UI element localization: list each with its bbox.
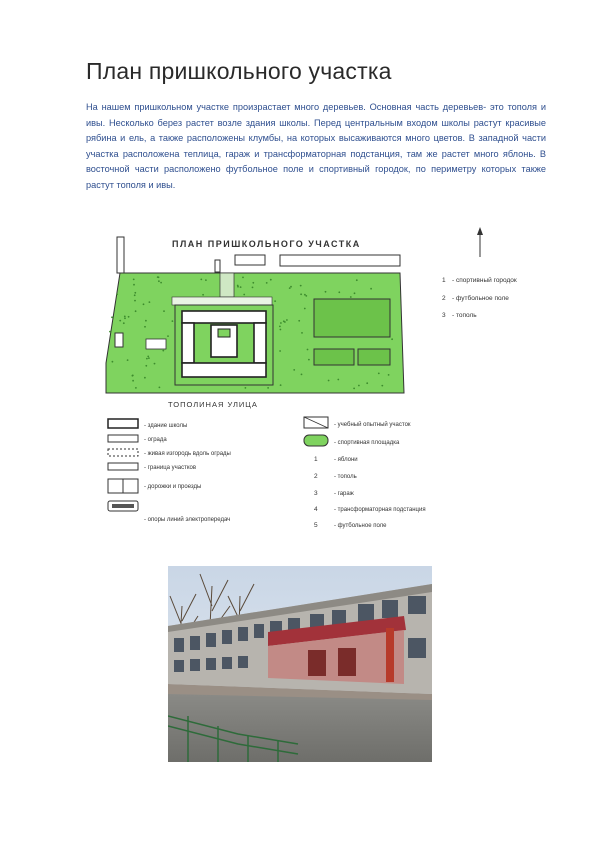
tree-mark	[370, 288, 372, 290]
legend-left-1: - здание школы	[144, 423, 188, 429]
tree-mark	[289, 287, 291, 289]
school-core-bar	[218, 329, 230, 337]
legend-symbol-hedge	[108, 449, 138, 456]
tree-mark	[353, 388, 355, 390]
tree-mark	[128, 316, 130, 318]
tree-mark	[144, 326, 146, 328]
tree-mark	[286, 319, 288, 321]
tree-mark	[132, 375, 134, 377]
legend-symbol-sportground	[304, 435, 328, 446]
tree-mark	[283, 320, 285, 322]
school-wing-right	[254, 323, 266, 363]
legend-left	[108, 419, 231, 523]
legend-left-2: - ограда	[144, 437, 167, 443]
legend-right-1: - учебный опытный участок	[334, 422, 411, 428]
tree-mark	[381, 385, 383, 387]
legend-left-3: - живая изгородь вдоль ограды	[144, 451, 231, 457]
tree-mark	[358, 385, 360, 387]
tree-mark	[274, 300, 276, 302]
tree-mark	[388, 374, 390, 376]
legend-right-7: - футбольное поле	[334, 523, 387, 529]
legend-symbol-building	[108, 419, 138, 428]
tree-mark	[111, 316, 113, 318]
tree-mark	[328, 380, 330, 382]
driveway	[220, 273, 234, 297]
tree-mark	[146, 358, 148, 360]
tree-mark	[163, 310, 165, 312]
tree-mark	[308, 359, 310, 361]
tree-mark	[167, 335, 169, 337]
legend-right-code-5: 3	[314, 490, 318, 497]
legend-right-5: - гараж	[334, 491, 354, 497]
legend-right-code-3: 1	[314, 456, 318, 463]
tree-mark	[149, 301, 151, 303]
tree-mark	[133, 279, 135, 281]
tree-mark	[378, 373, 380, 375]
tree-mark	[116, 293, 118, 295]
tree-mark	[154, 363, 156, 365]
legend-left-4: - граница участков	[144, 465, 197, 471]
tree-mark	[279, 350, 281, 352]
page-title: План пришкольного участка	[86, 58, 392, 84]
legend-right-code-6: 4	[314, 506, 318, 513]
school-photo	[168, 566, 432, 762]
tree-mark	[172, 320, 174, 322]
legend-left-6: - опоры линий электропередач	[144, 517, 231, 523]
tree-mark	[304, 308, 306, 310]
tree-mark	[160, 282, 162, 284]
tree-mark	[243, 294, 245, 296]
tree-mark	[338, 291, 340, 293]
gate-post-right	[235, 255, 265, 265]
tree-mark	[301, 374, 303, 376]
key-code-3: 3	[442, 312, 446, 319]
north-arrow-icon	[477, 227, 483, 257]
tree-mark	[252, 287, 254, 289]
legend-right-code-7: 5	[314, 522, 318, 529]
road	[168, 694, 432, 762]
tree-mark	[134, 292, 136, 294]
tree-mark	[293, 369, 295, 371]
tree-mark	[145, 320, 147, 322]
intro-paragraph: На нашем пришкольном участке произрастает много деревьев. Основная часть деревьев- это тополя и ивы. Несколько берез растет возле здания школы. Перед центральным входом школы растут красивые рябина и ель, а также расположены клумбы, на которых высаживаются много цветов. В западной части участка расположена теплица, гараж и трансформаторная подстанция, там же растет много яблонь. В восточной части расположено футбольное поле и спортивный городок, по периметру которых также растут тополя и ивы.	[86, 102, 546, 190]
tree-mark	[134, 300, 136, 302]
legend-symbol-border	[108, 463, 138, 470]
tree-mark	[200, 279, 202, 281]
tree-mark	[267, 387, 269, 389]
school-wing-top	[182, 311, 266, 323]
tree-mark	[124, 316, 126, 318]
tree-mark	[350, 296, 352, 298]
football-field	[314, 299, 390, 337]
tree-mark	[266, 282, 268, 284]
tree-mark	[135, 387, 137, 389]
tree-mark	[304, 294, 306, 296]
tree-mark	[144, 377, 146, 379]
school-site-plan	[100, 225, 540, 535]
tree-mark	[135, 310, 137, 312]
transformer-substation	[146, 339, 166, 349]
tree-mark	[280, 322, 282, 324]
tree-mark	[325, 291, 327, 293]
legend-right-4: - тополь	[334, 474, 357, 480]
legend-left-5: - дорожки и проезды	[144, 484, 202, 490]
tree-mark	[123, 322, 125, 324]
street-label: ТОПОЛИНАЯ УЛИЦА	[168, 400, 258, 409]
tree-mark	[133, 284, 135, 286]
tree-mark	[366, 382, 368, 384]
tree-mark	[280, 329, 282, 331]
tree-mark	[391, 338, 393, 340]
tree-mark	[305, 295, 307, 297]
tree-mark	[290, 286, 292, 288]
tree-mark	[202, 294, 204, 296]
legend-right-3: - яблони	[334, 457, 358, 463]
gate-mid-post	[215, 260, 220, 272]
key-label-1: - спортивный городок	[452, 277, 517, 284]
tree-mark	[252, 282, 254, 284]
tree-mark	[143, 303, 145, 305]
tree-mark	[280, 384, 282, 386]
tree-mark	[205, 279, 207, 281]
tree-mark	[112, 361, 114, 363]
tree-mark	[245, 387, 247, 389]
tree-mark	[242, 277, 244, 279]
tree-mark	[300, 293, 302, 295]
sports-ground-2	[358, 349, 390, 365]
tree-mark	[337, 379, 339, 381]
tree-mark	[300, 285, 302, 287]
legend-right-code-4: 2	[314, 473, 318, 480]
tree-mark	[279, 326, 281, 328]
tree-mark	[148, 357, 150, 359]
gate-post-left	[117, 237, 124, 273]
tree-mark	[240, 286, 242, 288]
tree-mark	[356, 279, 358, 281]
plan-key	[442, 276, 517, 319]
key-code-2: 2	[442, 295, 446, 302]
greenhouse	[115, 333, 123, 347]
legend-right	[304, 417, 426, 529]
key-label-3: - тополь	[452, 312, 477, 319]
tree-mark	[119, 320, 121, 322]
driveway-horizontal	[172, 297, 272, 305]
tree-mark	[158, 276, 160, 278]
tree-mark	[301, 332, 303, 334]
key-code-1: 1	[442, 277, 446, 284]
garage-top	[280, 255, 400, 266]
key-label-2: - футбольное поле	[452, 295, 509, 302]
tree-mark	[124, 317, 126, 319]
school-wing-left	[182, 323, 194, 363]
tree-mark	[158, 280, 160, 282]
legend-right-6: - трансформаторная подстанция	[334, 507, 426, 513]
tree-mark	[270, 279, 272, 281]
tree-mark	[147, 356, 149, 358]
legend-right-2: - спортивная площадка	[334, 440, 400, 446]
tree-mark	[109, 331, 111, 333]
tree-mark	[298, 320, 300, 322]
plan-heading: ПЛАН ПРИШКОЛЬНОГО УЧАСТКА	[172, 239, 361, 249]
tree-mark	[132, 380, 134, 382]
legend-symbol-fence	[108, 435, 138, 442]
tree-mark	[159, 387, 161, 389]
tree-mark	[237, 286, 239, 288]
tree-mark	[307, 349, 309, 351]
tree-mark	[145, 365, 147, 367]
tree-mark	[134, 294, 136, 296]
tree-mark	[162, 350, 164, 352]
sports-ground-1	[314, 349, 354, 365]
tree-mark	[354, 292, 356, 294]
tree-mark	[127, 359, 129, 361]
school-wing-bottom	[182, 363, 266, 377]
